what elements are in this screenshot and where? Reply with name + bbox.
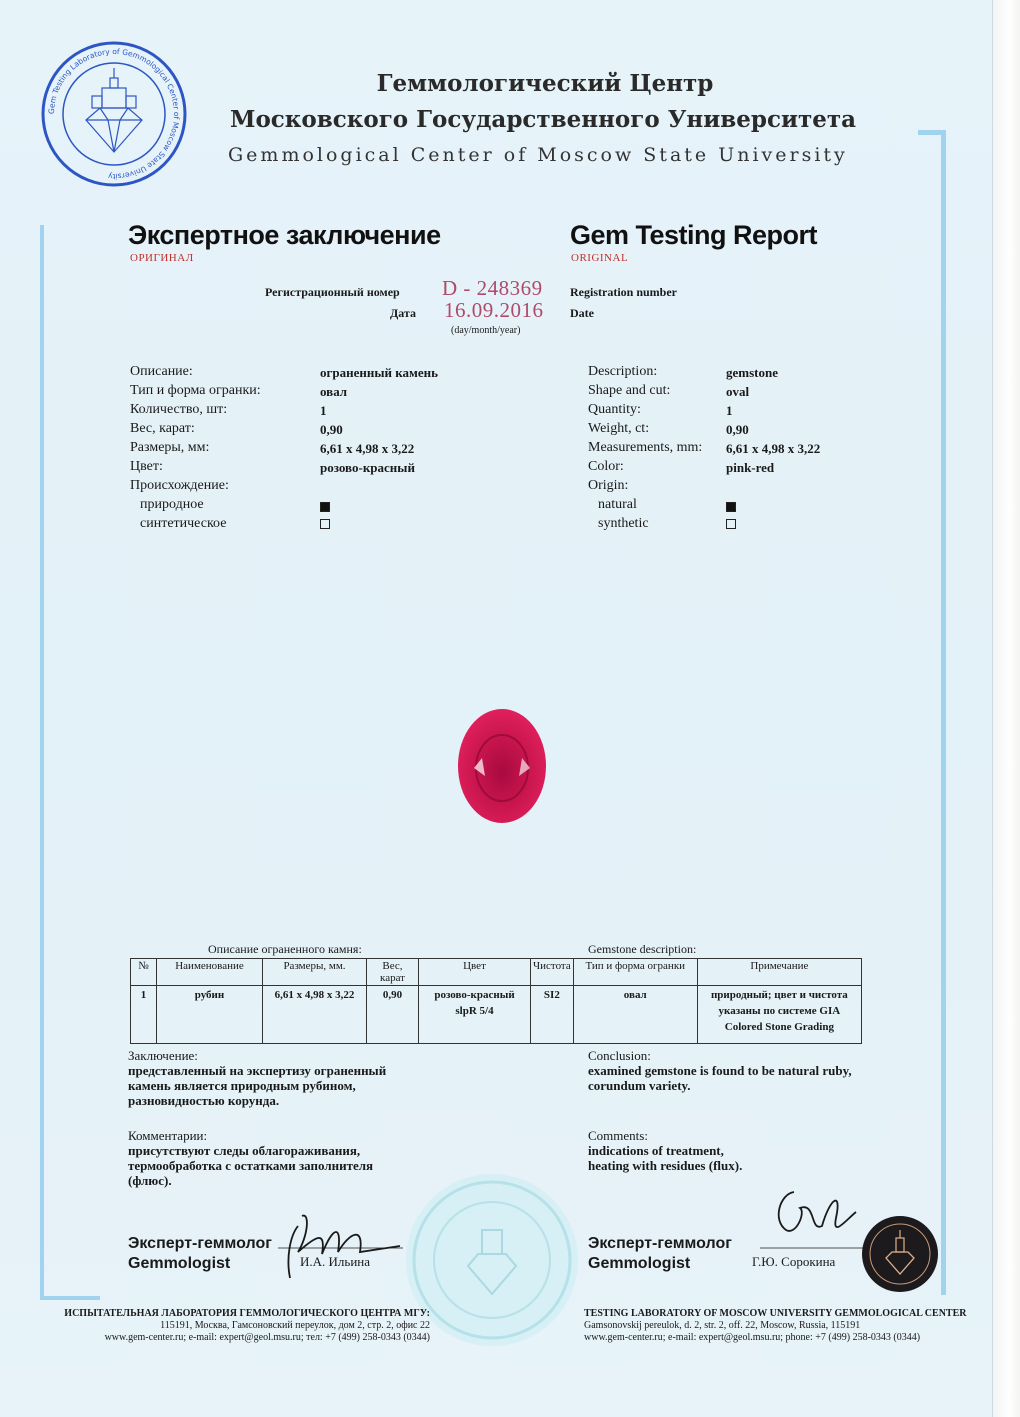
conclusion-ru-line-3: разновидностью корунда. [128, 1093, 280, 1108]
header-title-en: Gemmological Center of Moscow State University [228, 144, 848, 166]
th-size: Размеры, мм. [263, 959, 367, 986]
cell-size: 6,61 x 4,98 x 3,22 [263, 986, 367, 1044]
cell-color [419, 986, 531, 1044]
th-color: Цвет [419, 959, 531, 986]
table-header-row [131, 959, 862, 986]
comments-en [588, 1128, 742, 1173]
footer-ru-line-2: 115191, Москва, Гамсоновский переулок, дом 2, стр. 2, офис 22 [160, 1320, 430, 1331]
th-note: Примечание [697, 959, 861, 986]
footer-ru-line-3: www.gem-center.ru; e-mail: expert@geol.msu.ru; тел: +7 (499) 258-0343 (0344) [104, 1332, 430, 1343]
field-ru-label-3: Вес, карат: [130, 421, 195, 436]
checkbox-synthetic-ru [320, 519, 330, 529]
signature-name-right: Г.Ю. Сорокина [752, 1254, 836, 1269]
reg-label-ru: Регистрационный номер [265, 285, 400, 299]
comments-ru-line-1: присутствуют следы облагораживания, [128, 1143, 361, 1158]
field-ru-value-2: 1 [320, 403, 327, 418]
conclusion-ru [128, 1048, 386, 1108]
field-ru-label-0: Описание: [130, 364, 193, 379]
original-label-en: ORIGINAL [571, 252, 629, 264]
footer-en [584, 1308, 967, 1344]
origin-synthetic-en: synthetic [598, 516, 649, 531]
field-ru-value-1: овал [320, 384, 348, 399]
signature-right-icon [760, 1172, 870, 1262]
th-clarity: Чистота [531, 959, 574, 986]
comments-label-en: Comments: [588, 1128, 648, 1143]
comments-ru [128, 1128, 373, 1188]
origin-label-ru: Происхождение: [130, 478, 229, 493]
field-en-label-0: Description: [588, 364, 658, 379]
checkbox-natural-ru [320, 502, 330, 512]
field-ru-label-5: Цвет: [130, 459, 163, 474]
th-name: Наименование [157, 959, 263, 986]
original-label-ru: ОРИГИНАЛ [130, 252, 194, 264]
frame-line-right [941, 130, 946, 1295]
field-ru-label-2: Количество, шт: [130, 402, 228, 417]
field-ru-label-1: Тип и форма огранки: [130, 383, 261, 398]
th-cut: Тип и форма огранки [573, 959, 697, 986]
signature-name-left: И.А. Ильина [300, 1254, 371, 1269]
page-edge [992, 0, 1020, 1417]
seal-icon [40, 40, 188, 188]
header-title-ru-2: Московского Государственного Университета [230, 106, 857, 133]
gem-center-emblem [860, 1214, 940, 1294]
comments-label-ru: Комментарии: [128, 1128, 208, 1143]
expert-label-ru-right: Эксперт-геммолог [588, 1235, 732, 1252]
footer-ru-line-1: ИСПЫТАТЕЛЬНАЯ ЛАБОРАТОРИЯ ГЕММОЛОГИЧЕСКОГО ЦЕНТРА МГУ: [64, 1308, 430, 1319]
footer-en-line-2: Gamsonovskij pereulok, d. 2, str. 2, off. 22, Moscow, Russia, 115191 [584, 1320, 861, 1331]
date-format: (day/month/year) [451, 325, 521, 336]
report-title-ru: Экспертное заключение [128, 220, 441, 250]
comments-en-line-1: indications of treatment, [588, 1143, 724, 1158]
field-en-value-5: pink-red [726, 460, 775, 475]
field-en-label-1: Shape and cut: [588, 383, 671, 398]
reg-label-en: Registration number [570, 285, 677, 299]
cell-number: 1 [131, 986, 157, 1044]
emblem-icon [860, 1214, 940, 1294]
gemstone-photo [452, 706, 552, 826]
table-caption-ru: Описание ограненного камня: [208, 942, 362, 956]
report-title-en: Gem Testing Report [570, 220, 818, 250]
field-en-value-1: oval [726, 384, 750, 399]
svg-text:Gem Testing Laboratory of Gemm: Gem Testing Laboratory of Gemmological Center of Moscow State University [46, 46, 182, 182]
cell-color-line-2: slpR 5/4 [455, 1005, 494, 1017]
cell-note-line-2: указаны по системе GIA [718, 1005, 841, 1017]
conclusion-en-line-2: corundum variety. [588, 1078, 691, 1093]
field-en-label-3: Weight, ct: [588, 421, 650, 436]
expert-label-en-right: Gemmologist [588, 1255, 691, 1272]
table-row [131, 986, 862, 1044]
comments-ru-line-2: термообработка с остатками заполнителя [128, 1158, 374, 1173]
ruby-icon [452, 706, 552, 826]
field-ru-value-3: 0,90 [320, 422, 343, 437]
cell-note-line-1: природный; цвет и чистота [710, 989, 848, 1001]
signature-left [268, 1196, 408, 1286]
conclusion-label-en: Conclusion: [588, 1048, 651, 1063]
field-ru-value-0: ограненный камень [320, 365, 439, 380]
conclusion-en [588, 1048, 852, 1093]
table-caption-en: Gemstone description: [588, 942, 697, 956]
cell-name: рубин [157, 986, 263, 1044]
cell-note [697, 986, 861, 1044]
frame-line-bottom-left [40, 1296, 100, 1300]
field-en-label-2: Quantity: [588, 402, 641, 417]
date-label-en: Date [570, 306, 594, 320]
conclusion-label-ru: Заключение: [128, 1048, 198, 1063]
university-seal [40, 40, 188, 188]
field-en-value-4: 6,61 x 4,98 x 3,22 [726, 441, 821, 456]
expert-left [128, 1234, 272, 1274]
expert-right [588, 1234, 732, 1274]
comments-ru-line-3: (флюс). [128, 1173, 172, 1188]
header-title-ru-1: Геммологический Центр [376, 70, 714, 97]
field-en-label-5: Color: [588, 459, 624, 474]
cell-color-line-1: розово-красный [434, 989, 515, 1001]
comments-en-line-2: heating with residues (flux). [588, 1158, 743, 1173]
signature-right [760, 1172, 870, 1262]
origin-label-en: Origin: [588, 478, 629, 493]
cell-clarity: SI2 [531, 986, 574, 1044]
origin-synthetic-ru: синтетическое [140, 516, 227, 531]
date-label-ru: Дата [390, 306, 416, 320]
conclusion-ru-line-1: представленный на экспертизу ограненный [128, 1063, 387, 1078]
th-number: № [131, 959, 157, 986]
report-date: 16.09.2016 [444, 298, 544, 322]
field-en-value-3: 0,90 [726, 422, 749, 437]
cell-note-line-3: Colored Stone Grading [724, 1021, 834, 1033]
checkbox-natural-en [726, 502, 736, 512]
cell-cut: овал [573, 986, 697, 1044]
reg-number: D - 248369 [442, 276, 543, 300]
conclusion-en-line-1: examined gemstone is found to be natural ruby, [588, 1063, 852, 1078]
cell-weight: 0,90 [367, 986, 419, 1044]
signature-left-icon [268, 1196, 408, 1286]
field-ru-label-4: Размеры, мм: [130, 440, 210, 455]
frame-line-left [40, 225, 44, 1300]
field-ru-value-4: 6,61 x 4,98 x 3,22 [320, 441, 415, 456]
checkbox-synthetic-en [726, 519, 736, 529]
expert-label-en-left: Gemmologist [128, 1255, 231, 1272]
origin-natural-en: natural [598, 497, 637, 512]
th-weight: Вес, карат [367, 959, 419, 986]
origin-natural-ru: природное [140, 497, 204, 512]
field-en-label-4: Measurements, mm: [588, 440, 703, 455]
conclusion-ru-line-2: камень является природным рубином, [128, 1078, 356, 1093]
footer-ru [50, 1308, 430, 1344]
expert-label-ru-left: Эксперт-геммолог [128, 1235, 272, 1252]
field-ru-value-5: розово-красный [320, 460, 415, 475]
footer-en-line-1: TESTING LABORATORY OF MOSCOW UNIVERSITY GEMMOLOGICAL CENTER [584, 1308, 967, 1319]
field-en-value-2: 1 [726, 403, 733, 418]
field-en-value-0: gemstone [726, 365, 778, 380]
footer-en-line-3: www.gem-center.ru; e-mail: expert@geol.msu.ru; phone: +7 (499) 258-0343 (0344) [584, 1332, 921, 1343]
gemstone-table [130, 958, 862, 1044]
